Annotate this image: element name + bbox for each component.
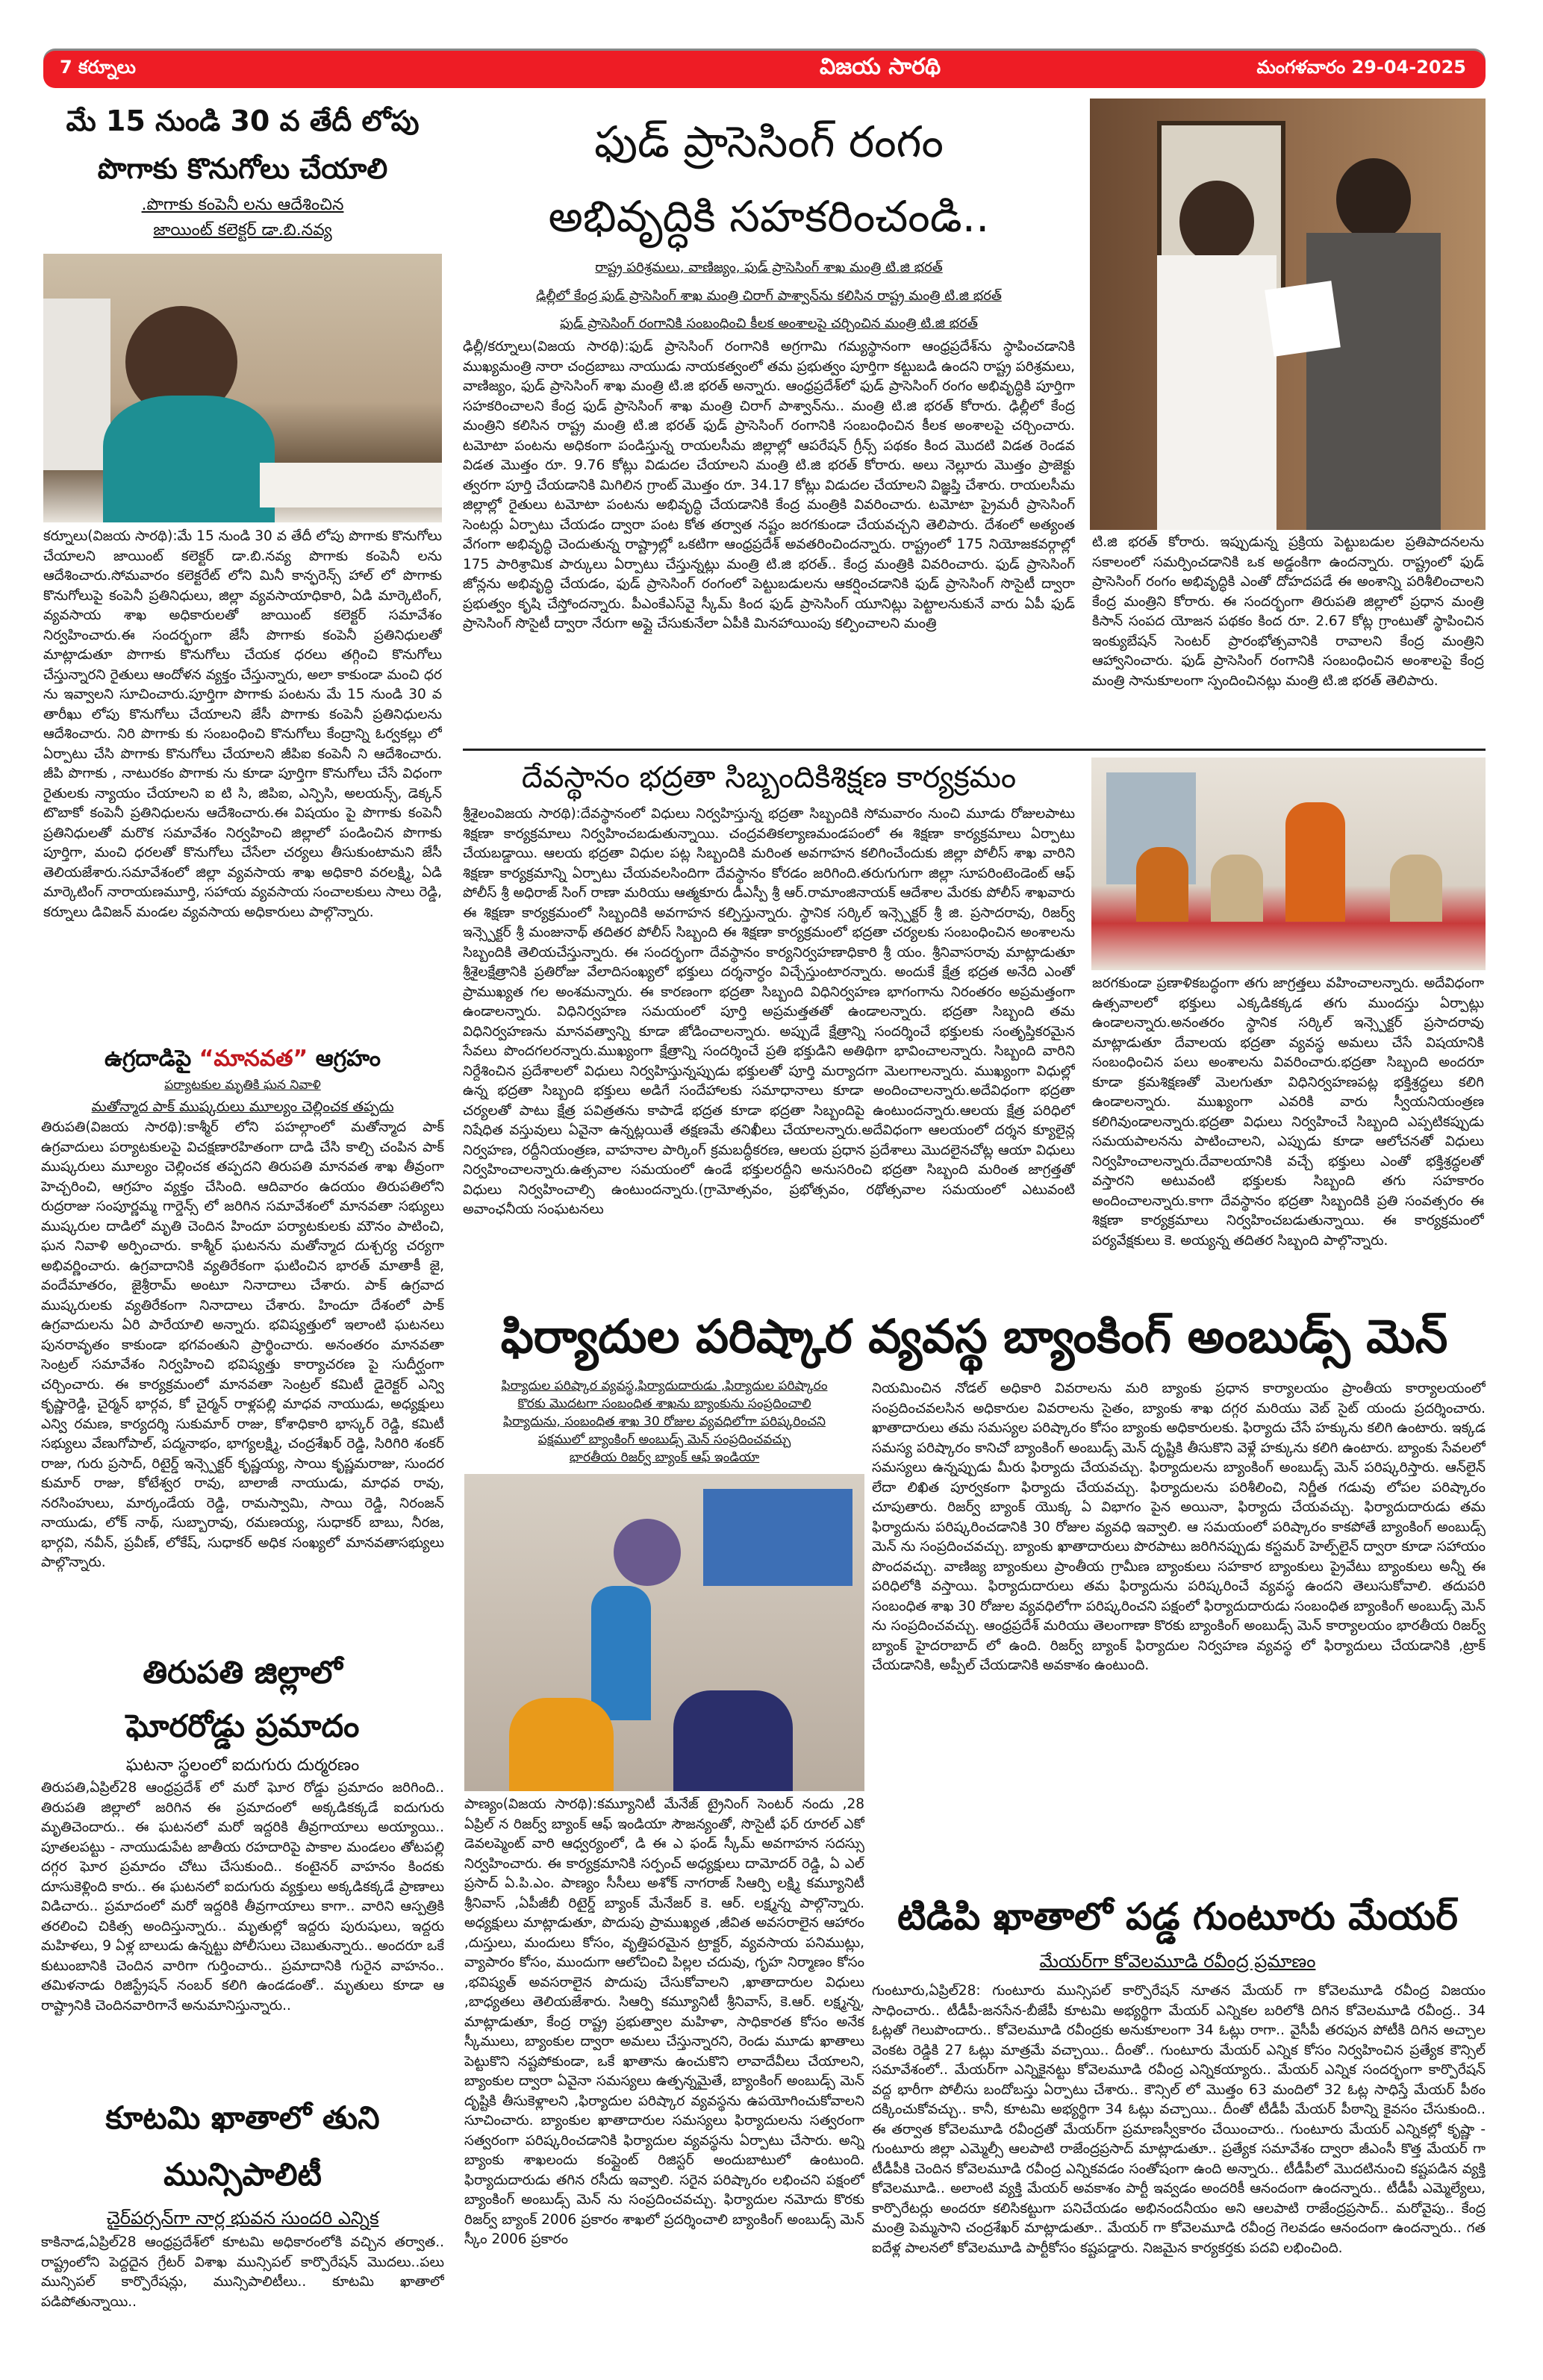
photo-person2-suit — [1306, 233, 1441, 530]
food-subhead-1: రాష్ట్ర పరిశ్రమలు, వాణిజ్యం, ఫుడ్ ప్రాసెసింగ్ శాఖ మంత్రి టి.జి భరత్ — [595, 260, 943, 275]
bank-subhead-2: కొరకు మొదటగా సంబంధిత శాఖను బ్యాంకును సంప్రదించాలి — [517, 1396, 811, 1411]
tuni-headline-2: మున్సిపాలిటీ — [163, 2156, 322, 2193]
tuni-subhead: చైర్‌పర్సన్‌గా నార్ల భువన సుందరి ఎన్నిక — [106, 2208, 379, 2228]
tobacco-body: కర్నూలు(విజయ సారథి):మే 15 నుండి 30 వ తేదీ లోపు పొగాకు కొనుగోలు చేయాలని జాయింట్ కలెక్టర్ డా.బి.నవ్య పొగాకు కంపెనీ లను ఆదేశించారు.సోమవారం కలెక్టరేట్ లోని మినీ కాన్ఫరెన్స్ హాల్ లో పొగాకు కొనుగోలుపై కంపెనీ ప్రతినిధులు, జిల్లా వ్యవసాయాధికారి, ఏడి మార్కెటింగ్, వ్యవసాయ శాఖ అధికారులతో జాయింట్ కలెక్టర్ సమావేశం నిర్వహించారు.ఈ సందర్భంగా జేసీ పొగాకు కంపెనీ ప్రతినిధులతో మాట్లాడుతూ పొగాకు కొనుగోలు చేయక ధరలు తగ్గించి కొనుగోలు చేస్తున్నారని రైతులు ఆందోళన వ్యక్తం చేస్తున్నారు, అలా కాకుండా మంచి ధర ను ఇవ్వాలని సూచించారు.పూర్తిగా పొగాకు పంటను మే 15 నుండి 30 వ తారీఖు లోపు కొనుగోలు చేయాలని జేసీ పొగాకు కంపెనీ ప్రతినిధులను ఆదేశించారు. నిరి పొగాకు కు సంబంధించి కొనుగోలు కేంద్రాన్ని ఓర్వకల్లు లో ఏర్పాటు చేసి పొగాకు కొనుగోలు చేయాలని జీపిఐ కంపెనీ ని ఆదేశించారు. జీపి పొగాకు , నాటురకం పొగాకు ను కూడా పూర్తిగా కొనుగోలు చేసే విధంగా రైతులకు న్యాయం చేయాలని ఐ టి సి, జిపిఐ, ఎన్పిసి, అలయన్స్, డెక్కన్ టొబాకో కంపెనీ ప్రతినిధులను ఆదేశించారు.ఈ విషయం పై పొగాకు కంపెనీ ప్రతినిధులతో మరొక సమావేశం నిర్వహించి జిల్లాలో పండించిన పొగాకు పూర్తిగా, మంచి ధరలతో కొనుగోలు చేసేలా చర్యలు తీసుకుంటామని జేసీ తెలియజేశారు.సమావేశంలో జిల్లా వ్యవసాయ శాఖ అధికారి వరలక్ష్మి, ఏడి మార్కెటింగ్ నారాయణమూర్తి, సహాయ వ్యవసాయ సంచాలకులు సాలు రెడ్డి, కర్నూలు డివిజన్ మండల వ్యవసాయ అధికారులు పాల్గొన్నారు. — [43, 528, 442, 920]
photo-banner — [703, 1489, 852, 1586]
manavata-body: తిరుపతి(విజయ సారథి):కాశ్మీర్ లోని పహల్గాంలో మతోన్మాద పాక్ ఉగ్రవాదులు పర్యాటకులపై విచక్షణారహితంగా దాడి చేసి కాల్చి చంపిన పాక్ ముష్కరులు మూల్యం చెల్లించక తప్పదని తిరుపతి మానవత శాఖ తీవ్రంగా హెచ్చరించి, ఆగ్రహం వ్యక్తం చేసింది. ఆదివారం ఉదయం తిరుపతిలోని రుద్రరాజు సంపూర్ణమ్మ గార్డెన్స్ లో జరిగిన సమావేశంలో మానవతా సభ్యులు ముష్కరుల దాడిలో మృతి చెందిన హిందూ పర్యాటకులకు మౌనం పాటించి, ఘన నివాళి అర్పించారు. కాశ్మీర్ ఘటనను మతోన్మాద దుశ్చర్య చర్యగా అభివర్ణించారు. ఉగ్రవాదానికి వ్యతిరేకంగా ఘటించిన భారత్ మాతాకీ జై, వందేమాతరం, జైశ్రీరామ్ అంటూ నినాదాలు చేశారు. పాక్ ఉగ్రవాద ముష్కరులకు వ్యతిరేకంగా నినాదాలు చేశారు. హిందూ దేశంలో పాక్ ఉగ్రవాదులను ఏరి పారేయాలి అన్నారు. భవిష్యత్తులో ఇలాంటి ఘటనలు పునరావృతం కాకుండా భగవంతుని ప్రార్థించారు. అనంతరం మానవతా సెంట్రల్ సమావేశం నిర్వహించి భవిష్యత్తు కార్యాచరణ పై సుదీర్ఘంగా చర్చించారు. ఈ కార్యక్రమంలో మానవతా సెంట్రల్ కమిటీ డైరెక్టర్ ఎన్వి కృష్ణారెడ్డి, చైర్మన్ భార్గవ, కో చైర్మన్ రాళ్లపల్లి మాధవ నాయుడు, అధ్యక్షులు ఎన్వి రమణ, కార్యదర్శి సుకుమార్ రాజు, కోశాధికారి భాస్కర్ రెడ్డి, కమిటీ సభ్యులు వేణుగోపాల్, పద్మనాభం, భాగ్యలక్ష్మి, చంద్రశేఖర్ రెడ్డి, సిరిగిరి శంకర్ రాజు, గురు ప్రసాద్, రిటైర్డ్ ఇన్స్పెక్టర్ కృష్ణయ్య, సాయి కృష్ణమరాజు, సుందర కుమార్ రాజు, కోటేశ్వర రావు, బాలాజీ నాయుడు, మాధవ రావు, నరసింహులు, మార్కండేయ రెడ్డి, రామస్వామి, సాయి రెడ్డి, నిరంజన్ నాయుడు, లోక్ నాథ్, సుబ్బారావు, రమణయ్య, సుధాకర్ బాబు, నీరజ, భార్గవి, నవీన్, ప్రవీణ్, లోకేష్, సుధాకర్ అధిక సంఖ్యలో మానవతాసభ్యులు పాల్గొన్నారు. — [41, 1119, 444, 1570]
bank-awareness-photo — [464, 1474, 864, 1791]
bank-subheads — [463, 1377, 866, 1467]
food-processing-article — [463, 104, 1075, 725]
photo-person-saree — [103, 396, 275, 522]
bank-body-left: పాణ్యం(విజయ సారథి):కమ్యూనిటీ మేనేజ్ ట్రైనింగ్ సెంటర్ నందు ,28 ఏప్రిల్ న రిజర్వ్ బ్యాంక్ ఆఫ్ ఇండియా సౌజన్యంతో, సొసైటీ ఫర్ రూరల్ ఎకో డెవలప్మెంట్ వారి ఆధ్వర్యంలో, డి ఈ ఎ ఫండ్ స్కీమ్ అవగాహన సదస్సు నిర్వహించారు. ఈ కార్యక్రమానికి సర్పంచ్ అధ్యక్షులు దామోదర్ రెడ్డి, ఏ ఎల్ ప్రసాద్ ఏ.పి.ఎం. పాణ్యం సీసీలు అశోక్ నాగరాజ్ సిఆర్పి లక్ష్మి కమ్యూనిటీ శ్రీనివాస్ ,ఏపీజీబీ రిటైర్డ్ బ్యాంక్ మేనేజర్ కె. ఆర్. లక్ష్మన్న పాల్గొన్నారు. అధ్యక్షులు మాట్లాడుతూ, పొదుపు ప్రాముఖ్యత ,జీవిత అవసరాలైన ఆహారం ,దుస్తులు, మందులు కోసం, వృత్తిపరమైన ట్రాక్టర్, వ్యవసాయ పనిముట్లు, వ్యాపారం కోసం, ముందుగా ఆలోచించి పిల్లల చదువు, గృహ నిర్మాణం కోసం ,భవిష్యత్ అవసరాలైన పొదుపు చేసుకోవాలని ,ఖాతాదారుల విధులు ,బాధ్యతలు తెలియజేశారు. సిఆర్పి కమ్యూనిటీ శ్రీనివాస్, కె.ఆర్. లక్ష్మన్న, మాట్లాడుతూ, కేంద్ర రాష్ట్ర ప్రభుత్వాల మహిళా, సాధికారత కోసం అనేక స్కీములు, బ్యాంకుల ద్వారా అమలు చేస్తున్నారని, రెండు మూడు ఖాతాలు పెట్టుకొని నష్టపోకుండా, ఒకే ఖాతాను ఉంచుకొని లావాదేవీలు చేయాలని, బ్యాంకుల ద్వారా ఏవైనా సమస్యలు ఉత్పన్నమైతే, బ్యాంకింగ్ అంబుడ్స్ మెన్ దృష్టికి తీసుకెళ్లాలని ,ఫిర్యాదుల పరిష్కార వ్యవస్థను ఉపయోగించుకోవాలని సూచించారు. బ్యాంకుల ఖాతాదారుల సమస్యలు ఫిర్యాదులను సత్వరంగా సత్వరంగా పరిష్కరించడానికి ఫిర్యాదుల వ్యవస్థను ఏర్పాటు చేసారు. అన్ని బ్యాంకు శాఖలందు కంప్లైంట్ రిజిస్టర్ అందుబాటులో ఉంటుంది. ఫిర్యాదుదారుడు తగిన రసీదు ఇవ్వాలి. సరైన పరిష్కారం లభించని పక్షంలో బ్యాంకింగ్ అంబుడ్స్ మెన్ ను సంప్రదించవచ్చు. ఫిర్యాదుల నమోదు కొరకు రిజర్వ్ బ్యాంక్ 2006 ప్రకారం శాఖలో ప్రదర్శించాలి బ్యాంకింగ్ అంబుడ్స్ మెన్ స్కీం 2006 ప్రకారం — [464, 1796, 864, 2247]
tobacco-subhead-1: .పొగాకు కంపెనీ లను ఆదేశించిన — [141, 196, 344, 214]
tuni-body: కాకినాడ,ఏప్రిల్28 ఆంధ్రప్రదేశ్‌లో కూటమి అధికారంలోకి వచ్చిన తర్వాత.. రాష్ట్రంలోని పెద్దదైన గ్రేటర్ విశాఖ మున్సిపల్ కార్పొరేషన్ మొదలు..పలు మున్సిపల్ కార్పొరేషన్లు, మున్సిపాలిటీలు.. కూటమి ఖాతాలో పడిపోతున్నాయి.. — [41, 2234, 444, 2310]
tirupati-subhead: ఘటనా స్థలంలో ఐదుగురు దుర్మరణం — [125, 1756, 360, 1775]
manavata-headline — [41, 1043, 444, 1075]
guntur-subhead: మేయర్‌గా కోవెలమూడి రవీంద్ర ప్రమాణం — [1039, 1951, 1316, 1972]
photo-chair — [43, 299, 110, 470]
tirupati-headline-2: ఘోరరోడ్డు ప్రమాదం — [125, 1708, 360, 1744]
temple-training-photo — [1091, 758, 1486, 970]
photo-participant2 — [673, 1690, 793, 1791]
manavata-headline-suffix: ఆగ్రహం — [315, 1046, 381, 1072]
photo-speaker — [1285, 802, 1345, 922]
photo-official1 — [1136, 847, 1188, 922]
photo-person1-head — [1179, 181, 1254, 263]
tobacco-headline-2: పొగాకు కొనుగోలు చేయాలి — [97, 152, 388, 185]
food-headline-1: ఫుడ్ ప్రాసెసింగ్ రంగం — [594, 116, 944, 167]
photo-person2-head — [1336, 158, 1411, 240]
manavata-subhead-2: మతోన్మాద పాక్ ముష్కరులు మూల్యం చెల్లించక తప్పదు — [91, 1099, 394, 1115]
temple-body: శ్రీశైలంవిజయ సారథి):దేవస్థానంలో విధులు నిర్వహిస్తున్న భద్రతా సిబ్బందికి సోమవారం నుంచి మూడు రోజులపాటు శిక్షణా కార్యక్రమాలు నిర్వహించబడుతున్నాయి. చంద్రవతికల్యాణమండపంలో ఈ శిక్షణా కార్యక్రమాలు ఏర్పాటు చేయబడ్డాయి. ఆలయ భద్రతా విధుల పట్ల సిబ్బందికి మరింత అవగాహన కలిగించేందుకు జిల్లా పోలీస్ శాఖ వారిని శిక్షణా కార్యక్రమాన్ని ఏర్పాటు చేయవలసిందిగా దేవస్థానం కోరడం జరిగింది.తరుగుగుగా జిల్లా సూపరింటెండెంట్ ఆఫ్ పోలీస్ శ్రీ అధిరాజ్ సింగ్ రాణా మరియు ఆత్మకూరు డీఎస్పీ శ్రీ ఆర్.రామాంజినాయక్ ఆదేశాల మేరకు పోలీస్ శాఖవారు ఈ శిక్షణా కార్యక్రమంలో సిబ్బందికి అవగాహన కల్పిస్తున్నారు. స్థానిక సర్కిల్ ఇన్స్పెక్టర్ శ్రీ జి. ప్రసాదరావు, రిజర్వ్ ఇన్స్పెక్టర్ శ్రీ మంజునాథ్ తదితర పోలీస్ సిబ్బంది ఈ శిక్షణా కార్యక్రమంలో భద్రతా చర్యలకు సంబంధించిన అంశాలను సిబ్బందికి తెలియచేస్తున్నారు. ఈ సందర్భంగా దేవస్థానం కార్యనిర్వహణాధికారి శ్రీ యం. శ్రీనివాసరావు మాట్లాడుతూ శ్రీశైలక్షేత్రానికి ప్రతిరోజు వేలాదిసంఖ్యలో భక్తులు దర్శనార్ధం విచ్చేస్తుంటారన్నారు. అందుకే క్షేత్ర భద్రత అనేది ఎంతో ప్రాముఖ్యత గల అంశమన్నారు. ఈ కారణంగా భద్రతా సిబ్బంది విధినిర్వహణ భాగంగాను నిరంతరం అప్రమత్తంగా ఉండాలన్నారు. విధినిర్వహణ సమయంలో పూర్తి అప్రమత్తతతో ఉండాలన్నారు. భద్రతా సిబ్బంది తమ విధినిర్వహణను మానవత్వాన్ని కూడా జోడించాలన్నారు. అప్పుడే క్షేత్రాన్ని సందర్శించే భక్తులకు సంతృప్తికరమైన సేవలు పొందగలరన్నారు.ముఖ్యంగా క్షేత్రాన్ని సందర్శించే ప్రతి భక్తుడిని అతిథిగా భావించాలన్నారు. సిబ్బంది వారిని నిర్దేశించిన ప్రదేశాలలో విధులు నిర్వహిస్తున్నప్పుడు భక్తులతో పూర్తి మర్యాదగా మెలగాలన్నారు. ముఖ్యంగా విధుల్లో ఉన్న భద్రతా సిబ్బంది భక్తులు అడిగే సందేహాలకు సమాధానాలు కూడా అందించాలన్నారు.అదేవిధంగా భద్రతా చర్యలతో పాటు క్షేత్ర పవిత్రతను కాపాడే భద్రత కూడా భద్రతా సిబ్బందిపై ఉంటుందన్నారు.ఆలయ క్షేత్ర పరిధిలో నిషేధిత వస్తువులు ఏవైనా ఉన్నట్లయితే తక్షణమే తనిఖీలు చేయాలన్నారు.అదేవిధంగా ఆలయంలో దర్శన క్యూలైన్ల నిర్వహణ, రద్దీనియంత్రణ, వాహనాల పార్కింగ్ క్రమబద్ధీకరణ, ఆలయ ప్రధాన ప్రదేశాలు మొదలైనచోట్ల ఆయా విధులు నిర్వహించాలన్నారు.ఉత్సవాల సమయంలో ఉండే భక్తులరద్దీని అనుసరించి భద్రతా సిబ్బంది మరింత జాగ్రత్తతో విధులు నిర్వహించాల్సి ఉంటుందన్నారు.(గ్రామోత్సవం, ప్రభోత్సవం, రథోత్సవాల సమయంలో ఎటువంటి అవాంఛనీయ సంఘటనలు — [463, 806, 1075, 1217]
tuni-article — [41, 2090, 444, 2352]
photo-participant1 — [509, 1698, 614, 1791]
temple-body-continued: జరగకుండా ప్రణాళికబద్ధంగా తగు జాగ్రత్తలు వహించాలన్నారు. అదేవిధంగా ఉత్సవాలలో భక్తులు ఎక్కడికక్కడ తగు ముందస్తు ఏర్పాట్లు ఉండాలన్నారు.అనంతరం స్థానిక సర్కిల్ ఇన్స్పెక్టర్ ప్రసాదరావు మాట్లాడుతూ దేవాలయ భద్రతా వ్యవస్థ అమలు చేసే విషయానికి సంబంధించిన పలు అంశాలను వివరించారు.భద్రతా సిబ్బంది అందరూ కూడా క్రమశిక్షణతో మెలగుతూ విధినిర్వహణపట్ల భక్తిశ్రద్ధలు కలిగి ఉండాలన్నారు. ముఖ్యంగా ఎవరికి వారు స్వీయనియంత్రణ కలిగివుండాలన్నారు.భద్రతా విధులు నిర్వహించే సిబ్బంది ఎప్పటికప్పుడు సమయపాలనను పాటించాలని, ఎప్పుడు కూడా ఆలోచనతో విధులు నిర్వహించాలన్నారు.దేవాలయానికి వచ్చే భక్తులు ఎంతో భక్తిశ్రద్ధలతో వస్తారని అటువంటి భక్తులకు సిబ్బంది తగు సహకారం అందించాలన్నారు.కాగా దేవస్థానం భద్రతా సిబ్బందికి ప్రతి సంవత్సరం ఈ శిక్షణా కార్యక్రమాలు నిర్వహించబడుతున్నాయి. ఈ కార్యక్రమంలో పర్యవేక్షకులు కె. అయ్యన్న తదితర సిబ్బంది పాల్గొన్నారు. — [1092, 975, 1484, 1249]
minister-meeting-photo — [1090, 99, 1486, 530]
photo-wheel-chart — [614, 1519, 681, 1586]
food-subhead-2: ఢిల్లీలో కేంద్ర ఫుడ్ ప్రాసెసింగ్ శాఖ మంత్రి చిరాగ్ పాశ్వాన్‌ను కలిసిన రాష్ట్ర మంత్రి టి.జి భరత్ — [536, 288, 1002, 304]
photo-officer2 — [1390, 855, 1442, 922]
food-subhead-3: ఫుడ్ ప్రాసెసింగ్ రంగానికి సంబంధించి కీలక అంశాలపై చర్చించిన మంత్రి టి.జి భరత్ — [560, 316, 978, 331]
tirupati-article — [41, 1646, 444, 2092]
tirupati-headline-1: తిరుపతి జిల్లాలో — [143, 1654, 343, 1690]
issue-date: మంగళవారం 29-04-2025 — [1256, 57, 1466, 78]
guntur-headline: టిడిపి ఖాతాలో పడ్డ గుంటూరు మేయర్ — [897, 1895, 1458, 1938]
section-divider — [463, 749, 1486, 751]
manavata-subhead-1: పర్యాటకుల మృతికి ఘన నివాళి — [164, 1078, 321, 1093]
bank-headline: ఫిర్యాదుల పరిష్కార వ్యవస్థ బ్యాంకింగ్ అంబుడ్స్ మెన్ — [500, 1309, 1448, 1364]
manavata-article — [41, 1043, 444, 1633]
manavata-headline-prefix: ఉగ్రదాడిపై — [105, 1046, 192, 1072]
temple-headline: దేవస్థానం భద్రతా సిబ్బందికిశిక్షణ కార్యక్రమం — [521, 760, 1017, 795]
tuni-headline-1: కూటమి ఖాతాలో తుని — [105, 2099, 380, 2136]
newspaper-name: విజయ సారథి — [820, 54, 941, 80]
photo-officer — [1211, 855, 1263, 922]
food-headline-2: అభివృద్ధికి సహకరించండి.. — [548, 191, 990, 242]
tobacco-subhead-2: జాయింట్ కలెక్టర్ డా.బి.నవ్య — [153, 221, 332, 240]
food-body-continued: టి.జి భరత్ కోరారు. ఇప్పుడున్న ప్రక్రియ పెట్టుబడుల ప్రతిపాదనలను సకాలంలో సమర్పించడానికి ఒక అడ్డంకిగా ఉందన్నారు. రాష్ట్రంలో ఫుడ్ ప్రాసెసింగ్ రంగం అభివృద్ధికి ఎంతో దోహదపడే ఈ అంశాన్ని పరిశీలించాలని కేంద్ర మంత్రిని కోరారు. ఈ సందర్భంగా తిరుపతి జిల్లాలో ప్రధాన మంత్రి కిసాన్ సంపద యోజన పథకం కింద రూ. 2.67 కోట్ల గ్రాంటుతో స్థాపించిన ఇంక్యుబేషన్ సెంటర్ ప్రారంభోత్సవానికి రావాలని కేంద్ర మంత్రిని ఆహ్వానించారు. ఫుడ్ ప్రాసెసింగ్ రంగానికి సంబంధించిన అంశాలపై కేంద్ర మంత్రి సానుకూలంగా స్పందించినట్లు మంత్రి టి.జి భరత్ తెలిపారు. — [1092, 534, 1484, 689]
tobacco-article — [41, 97, 444, 243]
food-body: ఢిల్లీ/కర్నూలు(విజయ సారథి):ఫుడ్ ప్రాసెసింగ్ రంగానికి అగ్రగామి గమ్యస్థానంగా ఆంధ్రప్రదేశ్‌ను స్థాపించడానికి ముఖ్యమంత్రి నారా చంద్రబాబు నాయుడు నాయకత్వంలో తమ ప్రభుత్వం పూర్తిగా కట్టుబడి ఉందని రాష్ట్ర పరిశ్రమలు, వాణిజ్యం, ఫుడ్ ప్రాసెసింగ్ శాఖ మంత్రి టి.జి భరత్ అన్నారు. ఆంధ్రప్రదేశ్‌లో ఫుడ్ ప్రాసెసింగ్ రంగం అభివృద్ధికి పూర్తిగా సహకరించాలని కేంద్ర ఫుడ్ ప్రాసెసింగ్ శాఖ మంత్రి చిరాగ్ పాశ్వాన్‌ను.. మంత్రి టి.జి భరత్ కోరారు. ఢిల్లీలో కేంద్ర మంత్రిని కలిసిన రాష్ట్ర మంత్రి టి.జి భరత్ ఫుడ్ ప్రాసెసింగ్ రంగానికి సంబంధించిన కీలక అంశాలపై చర్చించారు. టమోటా పంటను అధికంగా పండిస్తున్న రాయలసీమ జిల్లాల్లో ఆపరేషన్ గ్రీన్స్ పథకం కింద మొదటి విడత రెండవ విడత మొత్తం రూ. 9.76 కోట్లు విడుదల చేయాలని మంత్రి టి.జి భరత్ కోరారు. అలు నెల్లూరు మొత్తం ప్రాజెక్టు త్వరగా పూర్తి చేయడానికి మిగిలిన గ్రాంట్ మొత్తం రూ. 34.17 కోట్లు విడుదల చేయాలని విజ్ఞప్తి చేశారు. రాయలసీమ జిల్లాల్లో రైతులు టమోటా పంటను అభివృద్ధి చేయడానికి కేంద్ర మంత్రికి వివరించారు. టమోటా ప్రైమరీ ప్రాసెసింగ్ సెంటర్లు ఏర్పాటు చేయడం ద్వారా పంట కోత తర్వాత నష్టం జరగకుండా చేయవచ్చని తెలిపారు. దేశంలో అత్యంత వేగంగా అభివృద్ధి చెందుతున్న రాష్ట్రాల్లో ఒకటిగా ఆంధ్రప్రదేశ్ అవతరించిందన్నారు. రాష్ట్రంలో 175 నియోజకవర్గాల్లో 175 పారిశ్రామిక పార్కులు ఏర్పాటు చేస్తున్నట్లు మంత్రి టి.జి భరత్.. కేంద్ర మంత్రికి వివరించారు. ఫుడ్ ప్రాసెసింగ్ జోన్లను అభివృద్ధి చేయడం, ఫుడ్ ప్రాసెసింగ్ రంగంలో పెట్టుబడులను ఆకర్షించడానికి ఫుడ్ ప్రాసెసింగ్ సొసైటీ ద్వారా ప్రభుత్వం కృషి చేస్తోందన్నారు. పీఎంకేఎస్‌వై స్కీమ్ కింద ఫుడ్ ప్రాసెసింగ్ యూనిట్లు పెట్టాలనుకునే వారు ఏపీ ఫుడ్ ప్రాసెసింగ్ సొసైటీ ద్వారా నేరుగా అప్లై చేసుకునేలా ఏపీకి మినహాయింపు కల్పించాలని మంత్రి — [463, 339, 1075, 631]
tirupati-body: తిరుపతి,ఏప్రిల్28 ఆంధ్రప్రదేశ్ లో మరో ఘోర రోడ్డు ప్రమాదం జరిగింది.. తిరుపతి జిల్లాలో జరిగిన ఈ ప్రమాదంలో అక్కడికక్కడే ఐదుగురు మృతిచెందారు.. ఈ ఘటనలో మరో ఇద్దరికి తీవ్రగాయాలు అయ్యాయి.. పూతలపట్టు - నాయుడుపేట జాతీయ రహదారిపై పాకాల మండలం తోటపల్లి దగ్గర ఘోర ప్రమాదం చోటు చేసుకుంది.. కంటైనర్ వాహనం కిందకు దూసుకెళ్లింది కారు.. ఈ ఘటనలో ఐదుగురు వ్యక్తులు అక్కడికక్కడే ప్రాణాలు విడిచారు.. ప్రమాదంలో మరో ఇద్దరికి తీవ్రగాయాలు కాగా.. వారిని ఆస్పత్రికి తరలించి చికిత్స అందిస్తున్నారు.. మృతుల్లో ఇద్దరు పురుషులు, ఇద్దరు మహిళలు, 9 ఏళ్ల బాలుడు ఉన్నట్టు పోలీసులు చెబుతున్నారు.. అందరూ ఒకే కుటుంబానికి చెందిన వారిగా గుర్తించారు.. ప్రమాదానికి గురైన వాహనం.. తమిళనాడు రిజిస్ట్రేషన్ నంబర్ కలిగి ఉండడంతో.. మృతులు కూడా ఆ రాష్ట్రానికి చెందినవారిగానే అనుమానిస్తున్నారు.. — [41, 1780, 444, 2014]
bank-subhead-4: పక్షములో బ్యాంకింగ్ అంబుడ్స్ మెన్ సంప్రదించవచ్చు — [537, 1432, 791, 1447]
tobacco-headline-1: మే 15 నుండి 30 వ తేదీ లోపు — [66, 104, 420, 137]
bank-body-right: నియమించిన నోడల్ అధికారి వివరాలను మరి బ్యాంకు ప్రధాన కార్యాలయం ప్రాంతీయ కార్యాలయంలో సంప్రదించవలసిన అధికారుల వివరాలను సైతం, బ్యాంకు శాఖ దగ్గర మరియు వెబ్ సైట్ యందు ప్రదర్శించారు. ఖాతాదారులు తమ సమస్యల పరిష్కారం కోసం బ్యాంకు అధికారులకు. ఫిర్యాదు చేసే హక్కును కలిగి ఉంటారు. ఇక్కడ సమస్య పరిష్కారం కానిచో బ్యాంకింగ్ అంబుడ్స్ మెన్ దృష్టికి తీసుకొని వెళ్లే హక్కును కలిగి ఉంటారు. బ్యాంకు సేవలలో సమస్యలు ఉన్నప్పుడు మీరు ఫిర్యాదు చేయవచ్చు. ఫిర్యాదులను బ్యాంకింగ్ అంబుడ్స్ మెన్ పరిష్కరిస్తారు. ఆన్‌లైన్ లేదా లిఖిత పూర్వకంగా ఫిర్యాదు చేయవచ్చు. ఫిర్యాదులను పరిశీలించి, నిర్ణీత గడువు లోపల పరిష్కారం చూపుతారు. రిజర్వ్ బ్యాంక్ యొక్క ఏ విభాగం పైన అయినా, ఫిర్యాదు చేయవచ్చు. ఫిర్యాదుదారుడు తమ ఫిర్యాదును పరిష్కరించడానికి 30 రోజుల వ్యవధి ఇవ్వాలి. ఆ సమయంలో పరిష్కారం కాకపోతే బ్యాంకింగ్ అంబుడ్స్ మెన్ ను సంప్రదించవచ్చు. బ్యాంకు ఖాతాదారులు పొరపాటు జరిగినప్పుడు కస్టమర్ హెల్ప్‌లైన్ ద్వారా కూడా సహాయం పొందవచ్చు. వాణిజ్య బ్యాంకులు ప్రాంతీయ గ్రామీణ బ్యాంకులు సహకార బ్యాంకులు ప్రైవేటు బ్యాంకులు అన్నీ ఈ పరిధిలోకి వస్తాయి. ఫిర్యాదుదారులు తమ ఫిర్యాదును పరిష్కరించే వ్యవస్థ ఉందని తెలుసుకోవాలి. తదుపరి సంబంధిత శాఖ 30 రోజుల వ్యవధిలోగా పరిష్కరించని పక్షంలో ఫిర్యాదుదారుడు సంబంధిత బ్యాంకింగ్ అంబుడ్స్ మెన్ ను సంప్రదించవచ్చు. ఆంధ్రప్రదేశ్ మరియు తెలంగాణా కొరకు బ్యాంకింగ్ అంబుడ్స్ మెన్ కార్యాలయం భారతీయ రిజర్వ్ బ్యాంక్ హైదరాబాద్ లో ఉంది. రిజర్వ్ బ్యాంక్ ఫిర్యాదుల నిర్వహణ వ్యవస్థ లో ఫిర్యాదులు చేయడానికి ,ట్రాక్ చేయడానికి, అప్పీల్ చేయడానికి అవకాశం ఉంటుంది. — [872, 1381, 1486, 1673]
masthead-bar — [43, 51, 1486, 88]
guntur-body: గుంటూరు,ఏప్రిల్28: గుంటూరు మున్సిపల్ కార్పొరేషన్ నూతన మేయర్ గా కోవెలమూడి రవీంద్ర విజయం సాధించారు.. టీడీపీ-జనసేన-బీజేపీ కూటమి అభ్యర్థిగా మేయర్ ఎన్నికల బరిలోకి దిగిన కోవెలమూడి రవీంద్ర.. 34 ఓట్లతో గెలుపొందారు.. కోవెలమూడి రవీంద్రకు అనుకూలంగా 34 ఓట్లు రాగా.. వైసీపీ తరపున పోటీకి దిగిన అచ్చాల వెంకట రెడ్డికి 27 ఓట్లు మాత్రమే వచ్చాయి.. దీంతో.. గుంటూరు మేయర్ ఎన్నిక కోసం నిర్వహించిన ప్రత్యేక కౌన్సిల్ సమావేశంలో.. మేయర్‌గా ఎన్నికైనట్టు కోవెలమూడి రవీంద్ర ఎన్నికయ్యారు.. మేయర్ ఎన్నిక సందర్భంగా కార్పొరేషన్ వద్ద భారీగా పోలీసు బందోబస్తు ఏర్పాటు చేశారు.. కౌన్సిల్ లో మొత్తం 63 మందిలో 32 ఓట్ల సాధిస్తే మేయర్ పీఠం దక్కించుకోవచ్చు.. కానీ, కూటమి అభ్యర్థిగా 34 ఓట్లు వచ్చాయి.. దీంతో టీడీపీ మేయర్ పీఠాన్ని కైవసం చేసుకుంది.. ఈ తర్వాత కోవెలమూడి రవీంద్రతో మేయర్‌గా ప్రమాణస్వీకారం చేయించారు.. గుంటూరు మేయర్ ఎన్నికల్లో కృష్ణా - గుంటూరు జిల్లా ఎమ్మెల్సీ ఆలపాటి రాజేంద్రప్రసాద్ మాట్లాడుతూ.. ప్రత్యేక సమావేశం ద్వారా జీఎంసీ కొత్త మేయర్ గా టీడీపీకి చెందిన కోవెలమూడి రవీంద్ర ఎన్నికవడం సంతోషంగా ఉంది అన్నారు.. టీడీపీలో మొదటినుంచి కష్టపడిన వ్యక్తి కోవెలమూడి.. అలాంటి వ్యక్తి మేయర్ అవకాశం పార్టీ ఇవ్వడం అందరికీ ఆనందంగా ఉందన్నారు.. టీడీపీ ఎమ్మెల్యేలు, కార్పొరేటర్లు అందరూ కలిసికట్టుగా పనిచేయడం అభినందనీయం అని ఆలపాటి రాజేంద్రప్రసాద్.. మరోవైపు.. కేంద్ర మంత్రి పెమ్మసాని చంద్రశేఖర్ మాట్లాడుతూ.. మేయర్ గా కోవెలమూడి రవీంద్ర గెలవడం ఆనందంగా ఉందన్నారు.. గత ఐదేళ్ల పాలనలో కోవెలమూడి పార్టీకోసం కష్టపడ్డారు. నిజమైన కార్యకర్తకు పదవి లభించింది. — [872, 1983, 1486, 2256]
joint-collector-photo — [43, 254, 442, 522]
photo-papers — [260, 463, 442, 507]
page-number-section: 7 కర్నూలు — [60, 57, 136, 78]
photo-person1-kurta — [1157, 255, 1277, 530]
bank-subhead-1: ఫిర్యాదుల పరిష్కార వ్యవస్థ,ఫిర్యాదుదారుడు ,ఫిర్యాదుల పరిష్కారం — [501, 1378, 828, 1393]
bank-subhead-3: ఫిర్యాదును, సంబంధిత శాఖ 30 రోజుల వ్యవధిలోగా పరిష్కరించని — [503, 1414, 826, 1429]
photo-document — [1265, 281, 1341, 357]
manavata-headline-quote: “మానవత” — [199, 1046, 308, 1072]
photo-presenter — [591, 1586, 651, 1720]
bank-subhead-5: భారతీయ రిజర్వ్ బ్యాంక్ ఆఫ్ ఇండియా — [569, 1450, 760, 1465]
